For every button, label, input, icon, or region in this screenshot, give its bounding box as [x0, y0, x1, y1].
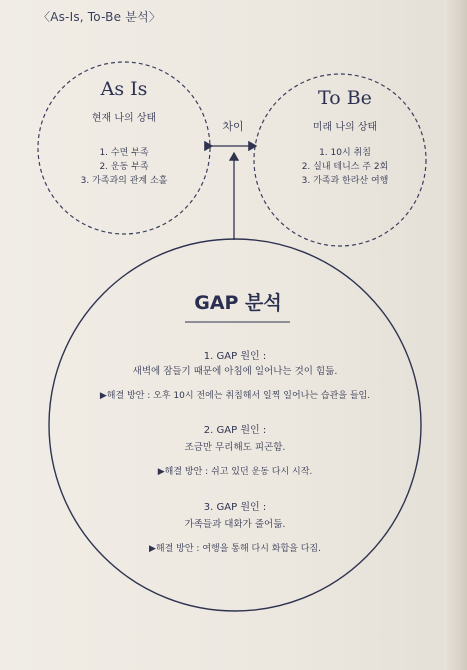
- gap-solution-text: ▶해결 방안 : 여행을 통해 다시 화합을 다짐.: [149, 544, 321, 554]
- gap-cause-text: 새벽에 잠들기 때문에 아침에 일어나는 것이 힘듦.: [132, 366, 338, 377]
- list-item: 1. 10시 취침: [319, 148, 371, 158]
- gap-solution-text: ▶해결 방안 : 쉬고 있던 운동 다시 시작.: [157, 467, 313, 477]
- difference-label: 차이: [222, 120, 244, 133]
- list-item: 2. 운동 부족: [99, 162, 149, 172]
- list-item: 3. 가족과 한라산 여행: [301, 176, 389, 186]
- gap-cause-heading: 2. GAP 원인 :: [203, 425, 267, 436]
- gap-cause-text: 가족들과 대화가 줄어듦.: [184, 519, 286, 530]
- as-is-list: [54, 146, 194, 188]
- list-item: 3. 가족과의 관계 소홀: [80, 176, 168, 186]
- to-be-list: [285, 146, 405, 188]
- gap-cause-heading: 3. GAP 원인 :: [203, 502, 267, 513]
- gap-cause-text: 조금만 무리해도 피곤함.: [184, 442, 286, 453]
- list-item: 1. 수면 부족: [99, 148, 149, 158]
- to-be-title: To Be: [318, 87, 372, 109]
- as-is-title: As Is: [100, 78, 148, 100]
- section-title: 〈As-Is, To-Be 분석〉: [38, 10, 161, 24]
- as-is-subtitle: 현재 나의 상태: [91, 113, 157, 124]
- gap-cause-heading: 1. GAP 원인 :: [203, 351, 267, 362]
- gap-solution-text: ▶해결 방안 : 오후 10시 전에는 취침해서 일찍 일어나는 습관을 들임.: [99, 391, 371, 401]
- gap-title: GAP 분석: [194, 292, 282, 314]
- list-item: 2. 실내 테니스 주 2회: [301, 162, 389, 172]
- to-be-subtitle: 미래 나의 상태: [312, 122, 378, 133]
